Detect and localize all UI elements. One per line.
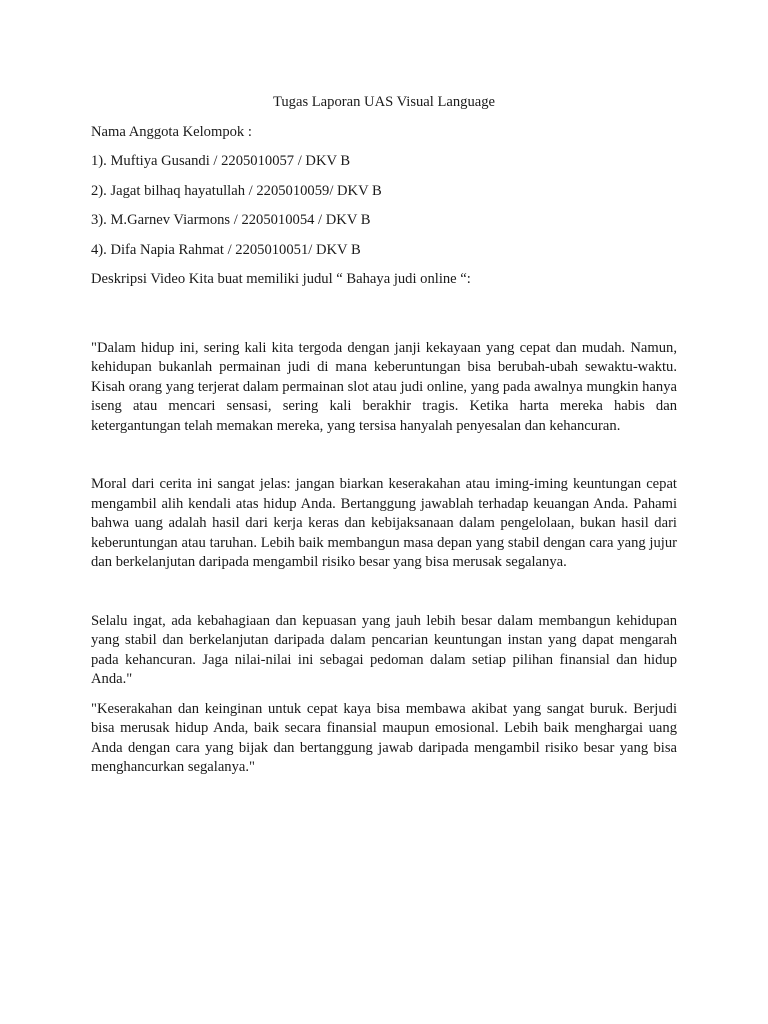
member-item: 2). Jagat bilhaq hayatullah / 2205010059/ DKV B (91, 182, 382, 199)
member-item: 3). M.Garnev Viarmons / 2205010054 / DKV B (91, 212, 371, 228)
blank-line (91, 300, 677, 339)
member-item: 4). Difa Napia Rahmat / 2205010051/ DKV B (91, 241, 361, 258)
paragraph: "Keserakahan dan keinginan untuk cepat kaya bisa membawa akibat yang sangat buruk. Berjudi bisa merusak hidup Anda, baik secara finansial maupun emosional. Lebih baik menghargai uang Anda dengan cara yang bijak dan bertanggung jawab daripada mengambil risiko besar yang bisa menghancurkan segalanya." (91, 700, 677, 775)
document-title: Tugas Laporan UAS Visual Language (272, 94, 496, 110)
members-heading: Nama Anggota Kelompok : (91, 123, 252, 140)
paragraph: "Dalam hidup ini, sering kali kita tergoda dengan janji kekayaan yang cepat dan mudah. Namun, kehidupan bukanlah permainan judi di mana keberuntungan bisa berubah-ubah sewaktu-waktu. Kisah orang yang terjerat dalam permainan slot atau judi online, yang pada awalnya mungkin hanya iseng atau mencari sensasi, sering kali berakhir tragis. Ketika harta mereka habis dan ketergantungan telah memakan mereka, yang tersisa hanyalah penyesalan dan kehancuran. (91, 339, 677, 434)
description-intro: Deskripsi Video Kita buat memiliki judul “ Bahaya judi online “: (91, 271, 471, 287)
blank-line (91, 436, 677, 475)
member-item: 1). Muftiya Gusandi / 2205010057 / DKV B (91, 153, 351, 169)
blank-line (91, 573, 677, 612)
paragraph-spacing (91, 690, 677, 700)
document-body (91, 93, 677, 778)
paragraph: Moral dari cerita ini sangat jelas: jangan biarkan keserakahan atau iming-iming keuntungan cepat mengambil alih kendali atas hidup Anda. Bertanggung jawablah terhadap keuangan Anda. Pahami bahwa uang adalah hasil dari kerja keras dan kebijaksanaan dalam pengelolaan, bukan hasil dari keberuntungan atau taruhan. Lebih baik membangun masa depan yang stabil dengan cara yang jujur dan berkelanjutan daripada mengambil risiko besar yang bisa merusak segalanya. (91, 476, 677, 570)
paragraph: Selalu ingat, ada kebahagiaan dan kepuasan yang jauh lebih besar dalam membangun kehidupan yang stabil dan berkelanjutan daripada dalam pencarian keuntungan instan yang dapat mengarah pada kehancuran. Jaga nilai-nilai ini sebagai pedoman dalam setiap pilihan finansial dan hidup Anda." (91, 612, 677, 687)
